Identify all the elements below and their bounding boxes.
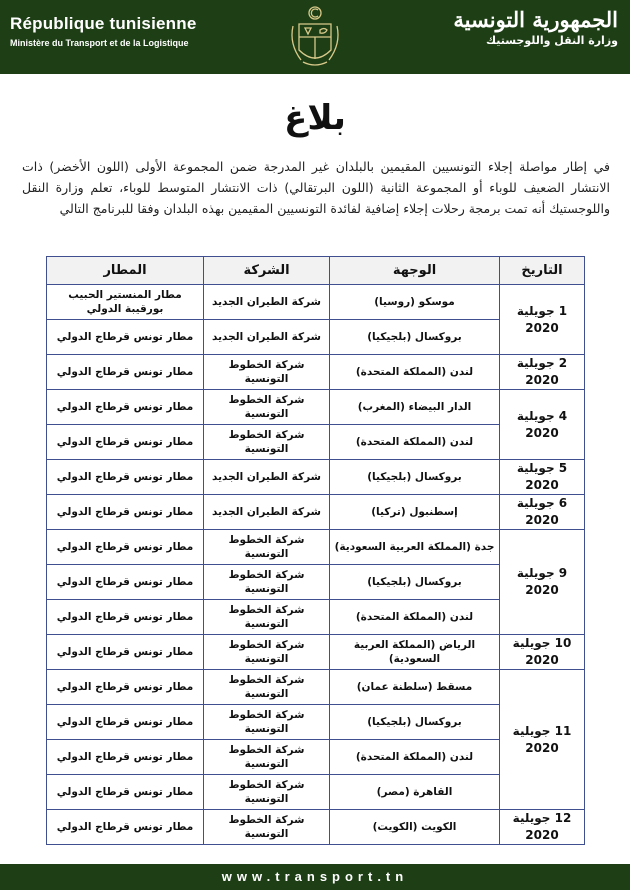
date-cell: 10 جويلية 2020 <box>500 635 585 670</box>
airport-cell: مطار تونس قرطاج الدولي <box>47 495 204 530</box>
airport-cell: مطار تونس قرطاج الدولي <box>47 670 204 705</box>
airport-cell: مطار تونس قرطاج الدولي <box>47 390 204 425</box>
airport-cell: مطار تونس قرطاج الدولي <box>47 320 204 355</box>
airport-cell: مطار تونس قرطاج الدولي <box>47 705 204 740</box>
company-cell: شركة الطيران الجديد <box>204 460 330 495</box>
company-cell: شركة الطيران الجديد <box>204 495 330 530</box>
destination-cell: الرياض (المملكة العربية السعودية) <box>330 635 500 670</box>
company-cell: شركة الخطوط التونسية <box>204 600 330 635</box>
airport-cell: مطار تونس قرطاج الدولي <box>47 425 204 460</box>
airport-cell: مطار تونس قرطاج الدولي <box>47 355 204 390</box>
destination-cell: الكويت (الكويت) <box>330 810 500 845</box>
company-cell: شركة الخطوط التونسية <box>204 670 330 705</box>
table-row <box>47 390 585 425</box>
destination-cell: لندن (المملكة المتحدة) <box>330 355 500 390</box>
date-cell: 1 جويلية 2020 <box>500 285 585 355</box>
airport-cell: مطار المنستير الحبيب بورقيبة الدولي <box>47 285 204 320</box>
date-cell: 6 جويلية 2020 <box>500 495 585 530</box>
header-bar <box>0 0 630 74</box>
table-row <box>47 810 585 845</box>
destination-cell: بروكسال (بلجيكيا) <box>330 705 500 740</box>
header-french-block <box>10 14 197 48</box>
airport-cell: مطار تونس قرطاج الدولي <box>47 635 204 670</box>
company-cell: شركة الخطوط التونسية <box>204 425 330 460</box>
header-destination: الوجهة <box>330 257 500 285</box>
table-row <box>47 670 585 705</box>
company-cell: شركة الخطوط التونسية <box>204 635 330 670</box>
table-row <box>47 285 585 320</box>
tunisia-coat-of-arms-icon <box>285 4 345 70</box>
destination-cell: موسكو (روسيا) <box>330 285 500 320</box>
destination-cell: بروكسال (بلجيكيا) <box>330 460 500 495</box>
company-cell: شركة الخطوط التونسية <box>204 530 330 565</box>
airport-cell: مطار تونس قرطاج الدولي <box>47 775 204 810</box>
destination-cell: الدار البيضاء (المغرب) <box>330 390 500 425</box>
intro-paragraph: في إطار مواصلة إجلاء التونسيين المقيمين بالبلدان غير المدرجة ضمن المجموعة الأولى (اللون الأخضر) ذات الانتشار الضعيف للوباء أو المجموعة الثانية (اللون البرتقالي) ذات الانتشار المتوسط للوباء، تعلم وزارة النقل واللوجستيك أنه تمت برمجة رحلات إجلاء إضافية لفائدة التونسيين المقيمين بهذه البلدان وفقا للبرنامج التالي <box>22 159 610 216</box>
company-cell: شركة الخطوط التونسية <box>204 740 330 775</box>
footer-website: www.transport.tn <box>0 864 630 890</box>
destination-cell: لندن (المملكة المتحدة) <box>330 425 500 460</box>
company-cell: شركة الطيران الجديد <box>204 320 330 355</box>
evacuation-schedule-table <box>46 256 585 845</box>
company-cell: شركة الخطوط التونسية <box>204 775 330 810</box>
destination-cell: جدة (المملكة العربية السعودية) <box>330 530 500 565</box>
company-cell: شركة الطيران الجديد <box>204 285 330 320</box>
header-company: الشركة <box>204 257 330 285</box>
date-cell: 12 جويلية 2020 <box>500 810 585 845</box>
airport-cell: مطار تونس قرطاج الدولي <box>47 565 204 600</box>
airport-cell: مطار تونس قرطاج الدولي <box>47 740 204 775</box>
table-row <box>47 460 585 495</box>
destination-cell: بروكسال (بلجيكيا) <box>330 565 500 600</box>
table-row <box>47 495 585 530</box>
destination-cell: إسطنبول (تركيا) <box>330 495 500 530</box>
destination-cell: مسقط (سلطنة عمان) <box>330 670 500 705</box>
header-french-title: République tunisienne <box>10 14 197 33</box>
airport-cell: مطار تونس قرطاج الدولي <box>47 600 204 635</box>
date-cell: 11 جويلية 2020 <box>500 670 585 810</box>
date-cell: 4 جويلية 2020 <box>500 390 585 460</box>
destination-cell: لندن (المملكة المتحدة) <box>330 600 500 635</box>
header-date: التاريخ <box>500 257 585 285</box>
date-cell: 2 جويلية 2020 <box>500 355 585 390</box>
company-cell: شركة الخطوط التونسية <box>204 355 330 390</box>
table-row <box>47 530 585 565</box>
date-cell: 5 جويلية 2020 <box>500 460 585 495</box>
header-arabic-title: الجمهورية التونسية <box>453 7 618 32</box>
company-cell: شركة الخطوط التونسية <box>204 390 330 425</box>
date-cell: 9 جويلية 2020 <box>500 530 585 635</box>
airport-cell: مطار تونس قرطاج الدولي <box>47 460 204 495</box>
header-french-subtitle: Ministère du Transport et de la Logistique <box>10 38 189 48</box>
airport-cell: مطار تونس قرطاج الدولي <box>47 810 204 845</box>
table-row <box>47 635 585 670</box>
destination-cell: القاهرة (مصر) <box>330 775 500 810</box>
company-cell: شركة الخطوط التونسية <box>204 810 330 845</box>
company-cell: شركة الخطوط التونسية <box>204 565 330 600</box>
table-header-row <box>47 257 585 285</box>
airport-cell: مطار تونس قرطاج الدولي <box>47 530 204 565</box>
header-airport: المطار <box>47 257 204 285</box>
company-cell: شركة الخطوط التونسية <box>204 705 330 740</box>
destination-cell: لندن (المملكة المتحدة) <box>330 740 500 775</box>
header-arabic-subtitle: وزارة النقل واللوجستيك <box>485 34 618 48</box>
destination-cell: بروكسال (بلجيكيا) <box>330 320 500 355</box>
header-arabic-block <box>453 8 618 47</box>
announcement-title: بلاغ <box>284 98 346 138</box>
table-row <box>47 355 585 390</box>
